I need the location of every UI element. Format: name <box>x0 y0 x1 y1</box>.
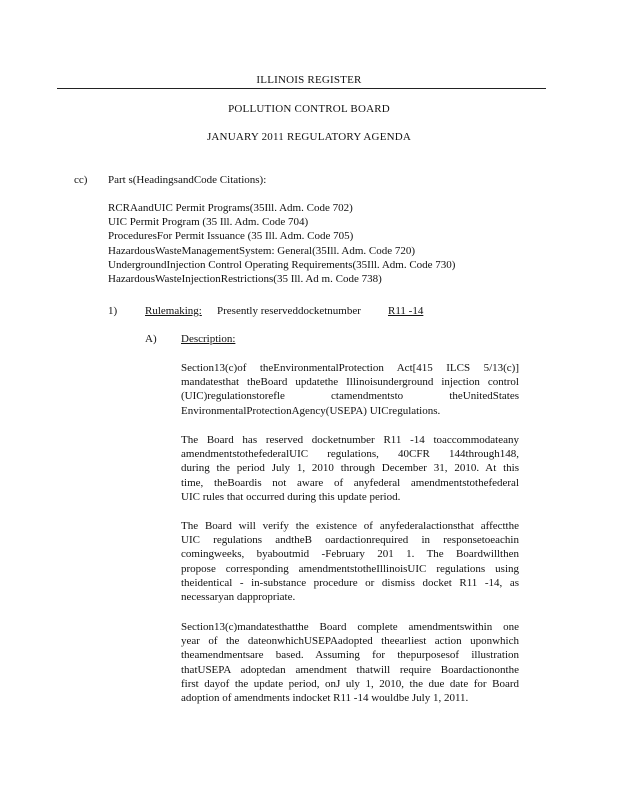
paragraph-line: Section13(c)of theEnvironmentalProtection Act[415 ILCS 5/13(c)] <box>181 362 519 374</box>
paragraph-line: thatUSEPA adoptedan amendment thatwill require Boardactiononthe <box>181 663 519 676</box>
rulemaking-label: Rulemaking: <box>145 305 202 317</box>
description-paragraph <box>181 620 519 705</box>
paragraph-line: EnvironmentalProtectionAgency(USEPA) UICregulations. <box>181 404 441 417</box>
section-title: Part s(HeadingsandCode Citations): <box>108 174 267 186</box>
paragraph-line: Section13(c)mandatesthatthe Board complete amendmentswithin one <box>181 621 519 633</box>
item-number: 1) <box>108 305 118 317</box>
paragraph-line: necessaryan dappropriate. <box>181 591 296 604</box>
paragraph-line: adoption of amendments indocket R11 -14 wouldbe July 1, 2011. <box>181 692 469 705</box>
header-board-title: POLLUTION CONTROL BOARD <box>228 103 390 115</box>
part-citation: RCRAandUIC Permit Programs(35Ill. Adm. Code 702) <box>108 202 353 214</box>
paragraph-line: during the period July 1, 2010 through December 31, 2010. At this <box>181 462 519 475</box>
paragraph-line: propose corresponding amendmentstotheIllinoisUIC regulations using <box>181 562 519 575</box>
header-agenda-title: JANUARY 2011 REGULATORY AGENDA <box>206 131 412 143</box>
docket-number: R11 -14 <box>388 305 424 317</box>
description-paragraph <box>181 361 519 418</box>
paragraph-line: theamendmentsare based. Assuming for thepurposesof illustration <box>181 649 519 662</box>
paragraph-line: first dayof the update period, onJ uly 1, 2010, the due date for Board <box>181 677 519 690</box>
paragraph-line: UIC regulations andtheB oardactionrequired in responsetoeachin <box>181 534 519 547</box>
part-citation: HazardousWasteInjectionRestrictions(35 Ill. Ad m. Code 738) <box>108 273 382 285</box>
header-divider <box>57 88 546 89</box>
section-label: cc) <box>74 174 88 186</box>
part-citation: UndergroundInjection Control Operating Requirements(35Ill. Adm. Code 730) <box>108 259 456 271</box>
subitem-label: A) <box>145 333 157 345</box>
paragraph-line: amendmentstothefederalUIC regulations, 40CFR 144through148, <box>181 448 519 461</box>
description-heading: Description: <box>181 333 236 345</box>
paragraph-line: The Board has reserved docketnumber R11 -14 toaccommodateany <box>181 434 519 446</box>
description-paragraph <box>181 519 519 604</box>
paragraph-line: (UIC)regulationstorefle ctamendmentsto theUnitedStates <box>181 390 519 403</box>
paragraph-line: theidentical - in-substance procedure or dismiss docket R11 -14, as <box>181 576 519 589</box>
header-register-title: ILLINOIS REGISTER <box>256 74 362 86</box>
part-citation: ProceduresFor Permit Issuance (35 Ill. Adm. Code 705) <box>108 230 354 242</box>
paragraph-line: The Board will verify the existence of anyfederalactionsthat affectthe <box>181 520 519 532</box>
paragraph-line: time, theBoardis not aware of anyfederal amendmentstothefederal <box>181 476 519 489</box>
paragraph-line: comingweeks, byaboutmid -February 201 1. The Boardwillthen <box>181 548 519 561</box>
rulemaking-text: Presently reserveddocketnumber <box>217 305 361 317</box>
description-paragraph <box>181 433 519 504</box>
paragraph-line: UIC rules that occurred during this update period. <box>181 490 401 503</box>
paragraph-line: year of the dateonwhichUSEPAadopted theearliest action uponwhich <box>181 635 519 648</box>
part-citation: HazardousWasteManagementSystem: General(35Ill. Adm. Code 720) <box>108 245 416 257</box>
part-citation: UIC Permit Program (35 Ill. Adm. Code 704) <box>108 216 309 228</box>
paragraph-line: mandatesthat theBoard updatethe Illinoisunderground injection control <box>181 376 519 389</box>
